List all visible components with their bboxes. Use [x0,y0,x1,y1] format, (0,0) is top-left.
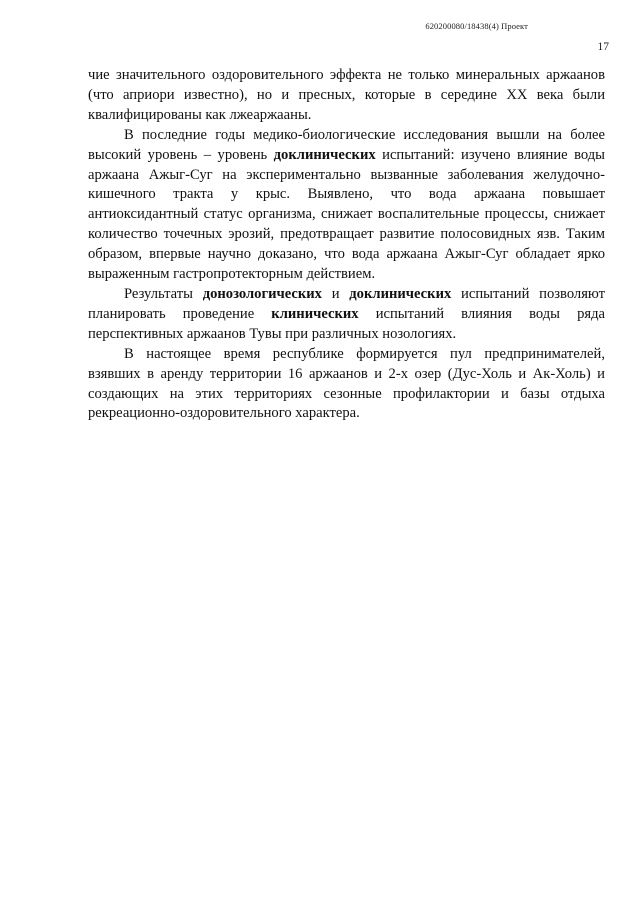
emphasis-preclinical: доклинических [273,146,376,163]
body-text [88,66,605,424]
paragraph-text: В настоящее время республике формируется пул предпринимателей, взявших в аренду территории 16 аржаанов и 2-х озер (Дус-Холь и Ак-Холь) и создающих на этих территориях сезонные профилактории и базы отдыха рекреационно-оздоровительного характера. [88,345,605,422]
paragraph-text: испытаний позволяют планировать проведение [88,285,606,322]
emphasis-clinical: клинических [271,305,359,322]
paragraph-text: В последние годы медико-биологические исследования вышли на более высокий уровень – уровень [88,126,605,163]
paragraph-text: чие значительного оздоровительного эффекта не только минеральных аржаанов (что априори известно), но и пресных, которые в середине XX века были квалифицированы как лжеаржааны. [88,67,605,123]
emphasis-prenosological: донозологических [202,285,322,302]
paragraph-text: испытаний влияния воды ряда перспективных аржаанов Тувы при различных нозологиях. [88,305,605,342]
paragraph-preclinical-research [88,126,605,285]
emphasis-preclinical: доклинических [349,285,452,302]
paragraph-text: Результаты [124,285,203,302]
paragraph-test-results [88,285,605,345]
page-number: 17 [597,41,609,53]
paragraph-text: и [321,285,350,302]
paragraph-continuation [88,66,605,126]
paragraph-entrepreneurs [88,345,605,425]
paragraph-text: испытаний: изучено влияние воды аржаана Ажыг-Суг на экспериментально вызванные заболевания желудочно-кишечного тракта у крыс. Выявлено, что вода аржаана повышает антиоксидантный статус организма, снижает воспалительные процессы, снижает количество точечных эрозий, предотвращает развитие полосовидных язв. Таким образом, впервые научно доказано, что вода аржаана Ажыг-Суг обладает ярко выраженным гастропротекторным действием. [88,146,605,283]
document-code: 620200080/18438(4) Проект [425,21,528,31]
